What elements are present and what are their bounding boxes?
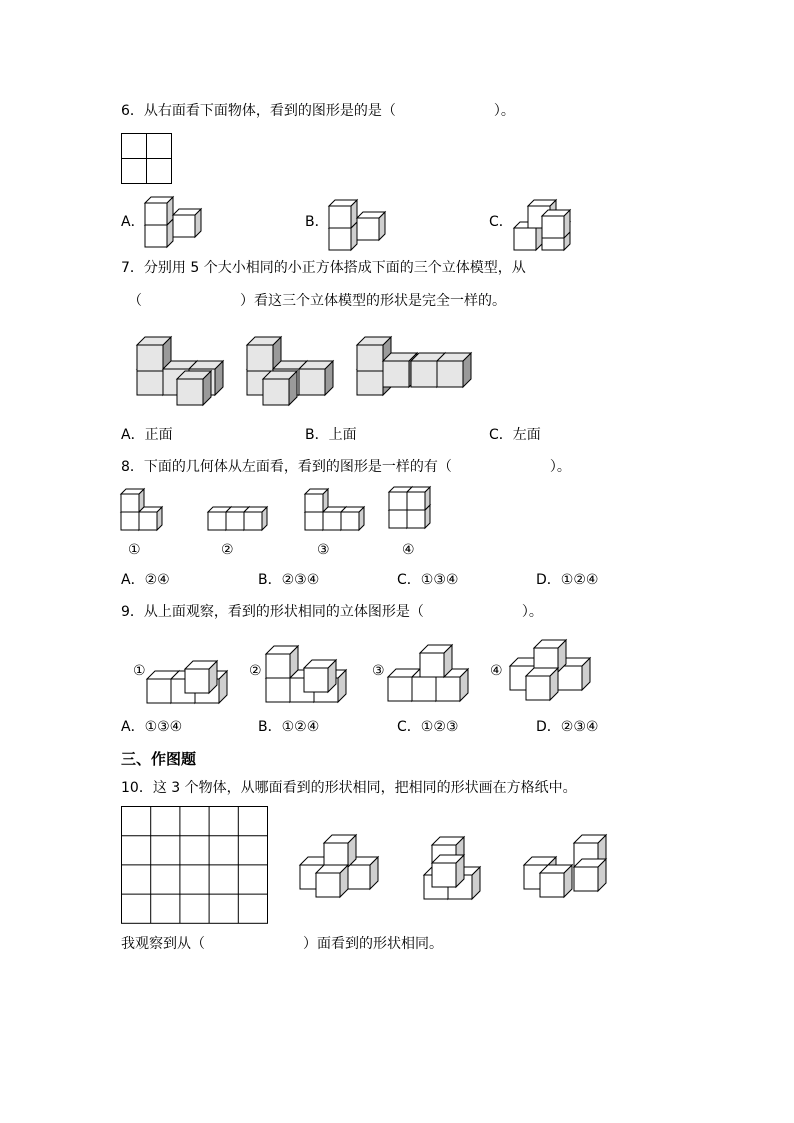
q8-stem: 8．下面的几何体从左面看，看到的图形是一样的有（ ）。	[121, 459, 571, 475]
q8-figure-4	[386, 488, 438, 528]
cube-front-face	[514, 228, 536, 250]
q9-stem: 9．从上面观察，看到的形状相同的立体图形是（ ）。	[121, 604, 543, 620]
q9-label-3: ③	[372, 663, 385, 679]
q9-label-4: ④	[490, 663, 503, 679]
cube-front-face	[244, 512, 262, 530]
q9-option-a: A．①③④	[121, 719, 183, 735]
q10-object-3	[522, 833, 612, 899]
q8-figure-2	[205, 494, 267, 530]
q7-stem-line2: （ ）看这三个立体模型的形状是完全一样的。	[128, 293, 506, 309]
cube-front-face	[208, 512, 226, 530]
cube-front-face	[121, 494, 139, 512]
cube-front-face	[185, 669, 209, 693]
q7-stem-line1: 7．分别用 5 个大小相同的小正方体搭成下面的三个立体模型，从	[121, 260, 526, 276]
cube-front-face	[226, 512, 244, 530]
cube-front-face	[412, 677, 436, 701]
q8-label-1: ①	[128, 542, 141, 558]
q7-model-3	[355, 337, 455, 397]
q8-option-a: A．②④	[121, 572, 170, 588]
cube-front-face	[147, 679, 171, 703]
cube-front-face	[316, 873, 340, 897]
cube-front-face	[407, 492, 425, 510]
cube-front-face	[526, 676, 550, 700]
q8-option-d: D．①②④	[536, 572, 599, 588]
q9-option-d: D．②③④	[536, 719, 599, 735]
cube-front-face	[145, 203, 167, 225]
cube-front-face	[346, 865, 370, 889]
q8-label-3: ③	[317, 542, 330, 558]
cube-front-face	[341, 512, 359, 530]
cube-front-face	[137, 345, 163, 371]
cube-front-face	[574, 867, 598, 891]
cube-front-face	[266, 678, 290, 702]
q7-option-a: A．正面	[121, 427, 173, 443]
q6-option-b-figure	[327, 190, 389, 250]
cube-front-face	[329, 228, 351, 250]
cube-front-face	[305, 512, 323, 530]
q8-figure-3	[302, 488, 364, 532]
q9-option-c: C．①②③	[397, 719, 459, 735]
q8-option-b: B．②③④	[258, 572, 320, 588]
cube-front-face	[436, 677, 460, 701]
cube-front-face	[121, 512, 139, 530]
q9-option-b: B．①②④	[258, 719, 320, 735]
cube-front-face	[389, 510, 407, 528]
cube-front-face	[542, 216, 564, 238]
cube-front-face	[383, 361, 409, 387]
q6-option-a: A．	[121, 214, 145, 230]
cube-front-face	[263, 379, 289, 405]
q6-option-c: C．	[489, 214, 513, 230]
cube-front-face	[266, 654, 290, 678]
cube-front-face	[145, 225, 167, 247]
q7-model-1	[135, 337, 225, 407]
q6-grid-figure	[121, 133, 173, 185]
q7-model-2	[245, 337, 335, 407]
cube-front-face	[137, 369, 163, 395]
q7-option-c: C．左面	[489, 427, 541, 443]
cube-front-face	[323, 512, 341, 530]
cube-front-face	[357, 218, 379, 240]
cube-front-face	[407, 510, 425, 528]
q6-option-c-figure	[512, 190, 574, 250]
cube-front-face	[305, 494, 323, 512]
q9-label-1: ①	[133, 663, 146, 679]
q8-label-4: ④	[402, 542, 415, 558]
q10-answer-line: 我观察到从（ ）面看到的形状相同。	[121, 936, 443, 952]
q10-object-2	[422, 833, 494, 899]
q10-object-1	[298, 833, 388, 899]
q10-answer-grid	[121, 806, 271, 926]
q7-option-b: B．上面	[305, 427, 357, 443]
q9-figure-3	[386, 637, 476, 703]
cube-front-face	[389, 492, 407, 510]
q9-figure-4	[508, 636, 592, 702]
q8-label-2: ②	[221, 542, 234, 558]
q9-figure-2	[264, 642, 354, 704]
cube-front-face	[411, 361, 437, 387]
section-title: 三、作图题	[121, 750, 197, 768]
q10-stem: 10．这 3 个物体，从哪面看到的形状相同，把相同的形状画在方格纸中。	[121, 780, 577, 796]
cube-front-face	[558, 666, 582, 690]
q8-figure-1	[119, 488, 169, 536]
cube-front-face	[432, 863, 456, 887]
cube-front-face	[173, 215, 195, 237]
cube-front-face	[388, 677, 412, 701]
q6-stem: 6．从右面看下面物体，看到的图形是的是（ ）。	[121, 103, 515, 119]
cube-front-face	[247, 345, 273, 371]
cube-front-face	[420, 653, 444, 677]
cube-front-face	[357, 369, 383, 395]
cube-front-face	[299, 369, 325, 395]
q9-label-2: ②	[249, 663, 262, 679]
cube-front-face	[139, 512, 157, 530]
cube-front-face	[437, 361, 463, 387]
cube-front-face	[324, 843, 348, 867]
cube-front-face	[177, 379, 203, 405]
cube-front-face	[304, 668, 328, 692]
q9-figure-1	[145, 655, 235, 705]
q8-option-c: C．①③④	[397, 572, 459, 588]
q6-option-a-figure	[143, 195, 205, 247]
cube-front-face	[540, 873, 564, 897]
q6-option-b: B．	[305, 214, 329, 230]
cube-front-face	[329, 206, 351, 228]
cube-front-face	[357, 345, 383, 371]
